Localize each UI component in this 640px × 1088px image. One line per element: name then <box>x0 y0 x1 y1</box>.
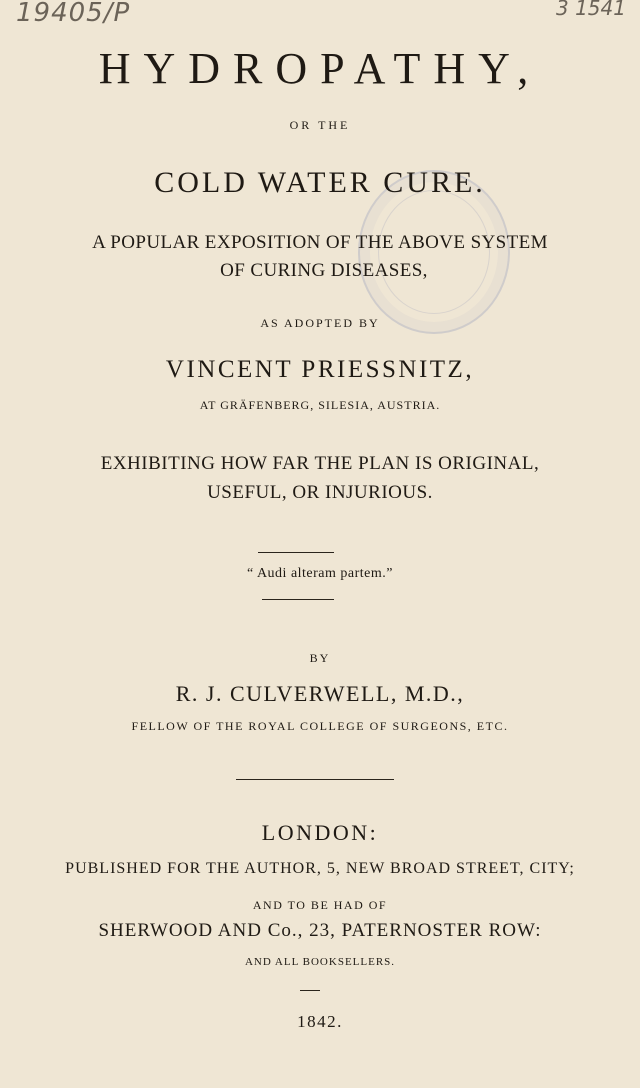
to-be-had-of-text: AND TO BE HAD OF <box>252 898 388 912</box>
by-text: BY <box>309 651 331 665</box>
motto: “ Audi alteram partem.” <box>247 566 393 581</box>
divider-rule-3 <box>236 779 394 780</box>
book-subtitle: COLD WATER CURE. <box>154 166 486 199</box>
author-credentials: FELLOW OF THE ROYAL COLLEGE OF SURGEONS, ETC. <box>131 719 509 733</box>
description-line-2: OF CURING DISEASES, <box>220 260 428 281</box>
divider-rule-4 <box>300 990 320 991</box>
publication-year: 1842. <box>297 1012 343 1031</box>
shelfmark-annotation: 19405/P <box>16 0 131 28</box>
publication-city: LONDON: <box>261 820 379 845</box>
exhibiting-line-1: EXHIBITING HOW FAR THE PLAN IS ORIGINAL, <box>100 453 540 474</box>
author-name: R. J. CULVERWELL, M.D., <box>175 681 465 706</box>
location-text: AT GRÄFENBERG, SILESIA, AUSTRIA. <box>199 398 441 412</box>
exhibiting-line-2: USEFUL, OR INJURIOUS. <box>207 482 433 503</box>
catalog-number-annotation: 3 1541 <box>556 0 626 20</box>
divider-rule-2 <box>262 599 334 600</box>
book-title: HYDROPATHY, <box>98 44 542 93</box>
booksellers-text: AND ALL BOOKSELLERS. <box>244 956 396 968</box>
person-name: VINCENT PRIESSNITZ, <box>165 356 475 383</box>
description-line-1: A POPULAR EXPOSITION OF THE ABOVE SYSTEM <box>92 232 548 253</box>
as-adopted-by-text: AS ADOPTED BY <box>260 316 380 330</box>
or-the-text: OR THE <box>289 118 351 132</box>
divider-rule-1 <box>258 552 334 553</box>
publisher-line-1: PUBLISHED FOR THE AUTHOR, 5, NEW BROAD STREET, CITY; <box>65 860 575 877</box>
publisher-line-2: SHERWOOD AND Co., 23, PATERNOSTER ROW: <box>98 920 542 941</box>
